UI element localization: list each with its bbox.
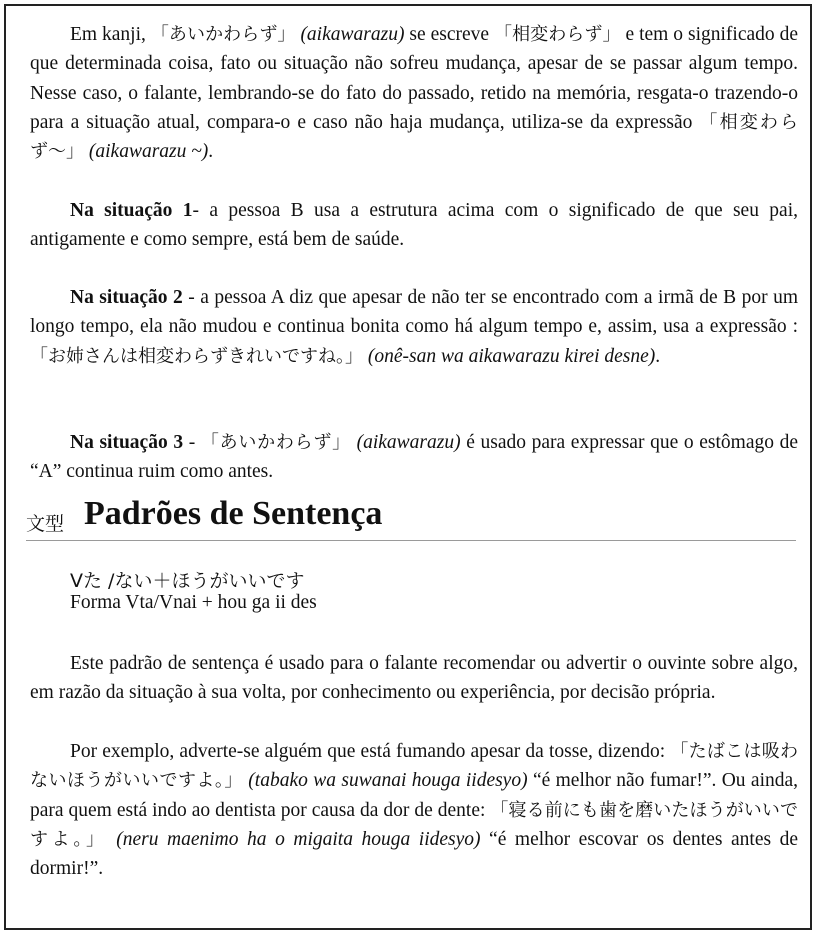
section-heading-jp: 文型	[26, 513, 65, 535]
situation-1-text: - a pessoa B usa a estrutura acima com o significado de que seu pai, antigamente e como sempre, está bem de saúde.	[30, 200, 798, 251]
intro-text-1: Em kanji,	[70, 24, 151, 45]
example-jp-1: 「たばこは吸わないほうがいいですよ。」	[30, 741, 798, 792]
sentence-pattern-latin: Forma Vta/Vnai + hou ga ii des	[70, 592, 317, 613]
section-heading-title: Padrões de Sentença	[84, 495, 383, 532]
explain-paragraph: Este padrão de sentença é usado para o falante recomendar ou advertir o ouvinte sobre algo, em razão da situação à sua volta, por conhecimento ou experiência, por decisão própria.	[30, 653, 798, 704]
example-romaji-2: (neru maenimo ha o migaita houga iidesyo)	[116, 828, 481, 850]
situation-3-dash: -	[183, 432, 201, 453]
situation-2-romaji: (onê-san wa aikawarazu kirei desne)	[367, 345, 656, 367]
intro-text-3: e tem o significado de que determinada coisa, fato ou situação não sofreu mudança, apesar de se passar algum tempo. Nesse caso, o falante, lembrando-se do fato do passado, retido na memória, resgata-o trazendo-o para a situação atual, compara-o e caso não haja mudança, utiliza-se da expressão	[30, 24, 799, 133]
example-jp-2: 「寝る前にも歯を磨いたほうがいいですよ。」	[30, 799, 799, 850]
intro-jp-1: 「あいかわらず」	[150, 24, 296, 45]
section-heading	[26, 497, 796, 541]
example-text-2: “é melhor não fumar!”. Ou ainda, para quem está indo ao dentista por causa da dor de dente:	[30, 770, 799, 821]
situation-3-romaji: (aikawarazu)	[356, 432, 461, 453]
situation-2-end: .	[655, 345, 661, 367]
situation-3-text: é usado para expressar que o estômago de “A” continua ruim como antes.	[30, 432, 799, 483]
intro-romaji-2: (aikawarazu ~)	[88, 141, 209, 163]
situation-2-jp: 「お姉さんは相変わらずきれいですね。」	[30, 345, 363, 367]
situation-3-label: Na situação 3	[70, 432, 184, 453]
example-text-1: Por exemplo, adverte-se alguém que está fumando apesar da tosse, dizendo:	[70, 741, 671, 762]
situation-2-label: Na situação 2	[70, 287, 183, 308]
situation-3-paragraph	[30, 428, 798, 487]
situation-2-text: - a pessoa A diz que apesar de não ter se encontrado com a irmã de B por um longo tempo, ela não mudou e continua bonita como há algum tempo e, assim, usa a expressão :	[30, 287, 798, 338]
intro-text-4: .	[208, 141, 214, 163]
situation-1-paragraph	[30, 196, 798, 255]
intro-text-2: se escreve	[404, 24, 494, 45]
intro-romaji-1: (aikawarazu)	[300, 24, 405, 45]
intro-jp-2: 「相変わらず」	[494, 24, 621, 45]
situation-1-label: Na situação 1	[70, 200, 193, 221]
sentence-pattern-jp: Vた /ない＋ほうがいいです	[70, 570, 305, 592]
intro-jp-3: 「相変わらず〜」	[30, 111, 798, 163]
situation-2-paragraph	[30, 283, 798, 371]
example-text-3: “é melhor escovar os dentes antes de dormir!”.	[30, 828, 799, 880]
example-paragraph	[30, 737, 798, 883]
intro-paragraph	[30, 20, 798, 166]
example-romaji-1: (tabako wa suwanai houga iidesyo)	[248, 770, 528, 792]
situation-3-jp: 「あいかわらず」	[200, 432, 351, 453]
